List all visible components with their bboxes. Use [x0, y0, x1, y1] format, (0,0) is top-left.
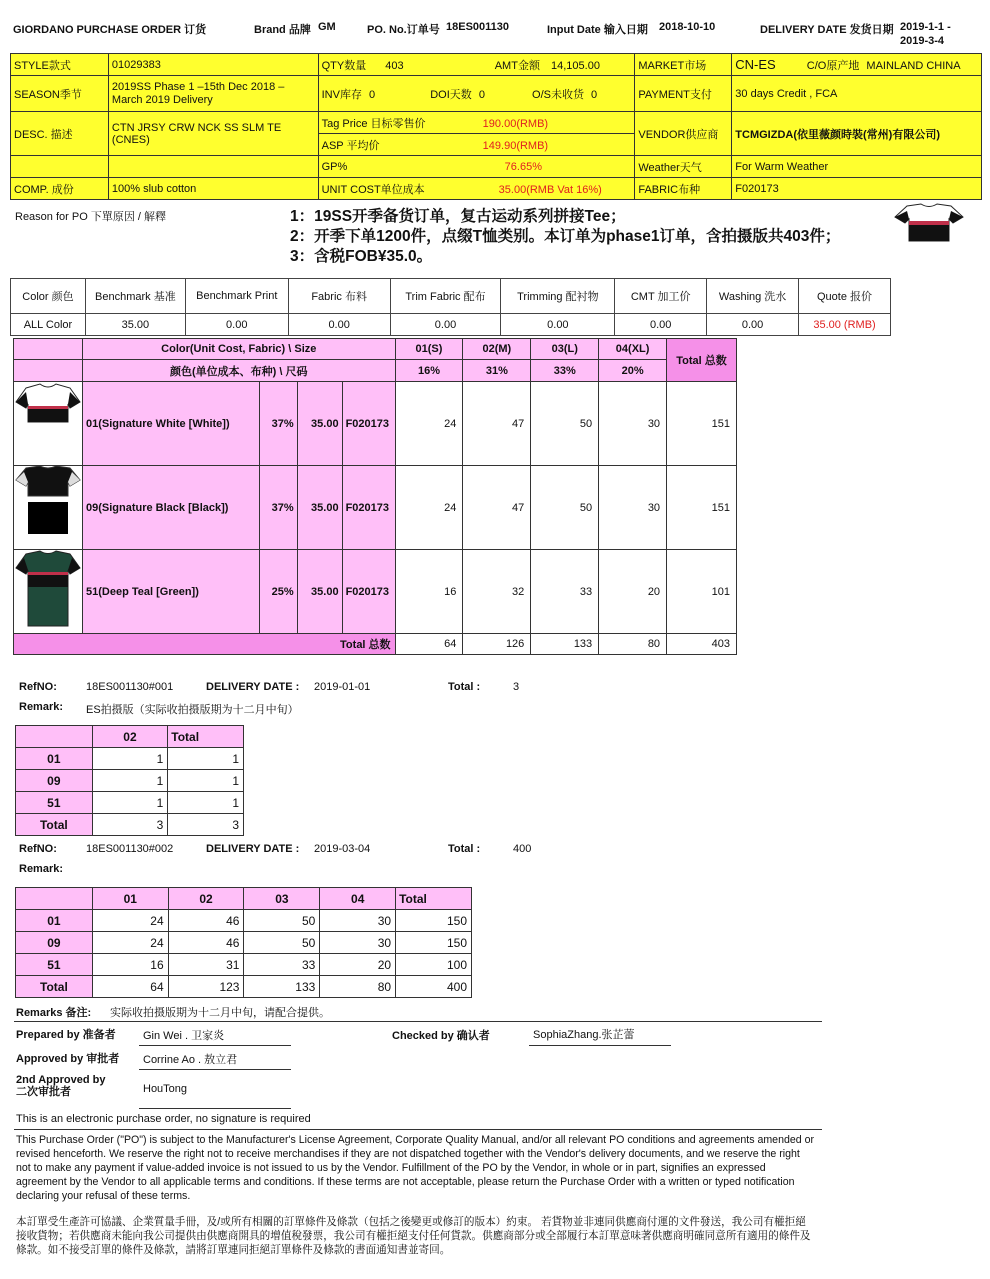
ref2-qty-table [15, 887, 472, 998]
color-fabric: F020173 [342, 382, 395, 466]
cost-header-benchmark: Benchmark 基准 [85, 279, 185, 314]
doi-value: 0 [478, 88, 485, 101]
comp-value: 100% slub cotton [108, 178, 318, 200]
input-date-label: Input Date 输入日期 [547, 24, 648, 36]
reason-text [290, 207, 840, 267]
color-pct: 25% [259, 550, 297, 634]
remarks-label: Remarks 备注: [16, 1007, 92, 1019]
qty-cell: 33 [531, 550, 599, 634]
qty-cell: 50 [531, 466, 599, 550]
approved2-label [16, 1074, 105, 1098]
qty-cell: 24 [395, 466, 463, 550]
electronic-notice: This is an electronic purchase order, no signature is required [16, 1113, 311, 1125]
brand-label: Brand 品牌 [254, 24, 311, 36]
green-shirt-icon [14, 550, 83, 634]
reason-line-2: 2：开季下单1200件，点缀T恤类别。本订单为phase1订单，含拍摄版共403件； [290, 228, 841, 245]
reason-line-3: 3：含税FOB¥35.0。 [290, 248, 433, 265]
inv-label: INV库存 [321, 88, 362, 101]
ref2-cell: 20 [320, 954, 396, 976]
ref2-cell: 400 [396, 976, 472, 998]
approved-by: Corrine Ao . 敖立君 [143, 1054, 238, 1066]
row-total: 151 [667, 382, 737, 466]
po-number-value: 18ES001130 [446, 21, 510, 33]
style-value: 01029383 [108, 54, 318, 76]
gp-label: GP% [321, 160, 348, 173]
prepared-label: Prepared by 准备者 [16, 1029, 116, 1041]
season-value [108, 76, 318, 112]
signature-line [139, 1108, 291, 1109]
tag-price-label: Tag Price 目标零售价 [321, 117, 426, 130]
cost-value-trimming: 0.00 [501, 314, 615, 336]
size-pct-m: 31% [463, 360, 531, 382]
grand-total: 403 [667, 634, 737, 655]
amt-value: 14,105.00 [551, 59, 600, 72]
cost-value-fabric: 0.00 [288, 314, 390, 336]
ref2-col-header: Total [396, 888, 472, 910]
ref2-total: 400 [513, 843, 532, 855]
qty-cell: 47 [463, 466, 531, 550]
cost-value-quote: 35.00 (RMB) [799, 314, 891, 336]
ref1-cell: 1 [92, 748, 168, 770]
size-header-l: 03(L) [531, 339, 599, 360]
style-label: STYLE款式 [11, 54, 109, 76]
signature-line [139, 1069, 291, 1070]
cost-value-benchmark-print: 0.00 [185, 314, 288, 336]
total-cell: 126 [463, 634, 531, 655]
color-cost: 35.00 [297, 466, 342, 550]
table-row [14, 466, 737, 550]
asp-label: ASP 平均价 [321, 139, 380, 152]
ref1-total-label: Total : [448, 681, 481, 693]
qty-cell: 47 [463, 382, 531, 466]
table-row [14, 382, 737, 466]
cost-value-cmt: 0.00 [615, 314, 707, 336]
ref1-qty-table [15, 725, 244, 836]
main-header-2: 颜色(单位成本、布种) \ 尺码 [83, 360, 396, 382]
season-value-line1: 2019SS Phase 1 –15th Dec 2018 – [111, 80, 285, 93]
signature-line [529, 1045, 671, 1046]
gp-value: 76.65% [504, 160, 542, 173]
vendor-value: TCMGIZDA(依里薇颜時裝(常州)有限公司) [732, 112, 982, 156]
ref2-cell: 150 [396, 932, 472, 954]
color-cost: 35.00 [297, 382, 342, 466]
ref2-refno-label: RefNO: [19, 843, 57, 855]
market-label: MARKET市场 [635, 54, 732, 76]
table-row [16, 954, 472, 976]
color-fabric: F020173 [342, 550, 395, 634]
delivery-date-label: DELIVERY DATE 发货日期 [760, 24, 894, 36]
signature-line [139, 1045, 291, 1046]
ref1-row-code: 51 [16, 792, 93, 814]
payment-value: 30 days Credit , FCA [732, 76, 982, 112]
os-label: O/S未收货 [532, 88, 584, 101]
ref2-cell: 30 [320, 932, 396, 954]
ref2-cell: 150 [396, 910, 472, 932]
ref1-remark: ES拍摄版（实际收拍摄版期为十二月中旬） [86, 704, 299, 716]
approved2-label-line1: 2nd Approved by [16, 1074, 106, 1086]
ref2-row-code: 09 [16, 932, 93, 954]
main-header-1: Color(Unit Cost, Fabric) \ Size [83, 339, 396, 360]
asp-value: 149.90(RMB) [482, 139, 549, 152]
cost-header-washing: Washing 洗水 [707, 279, 799, 314]
ref2-cell: 100 [396, 954, 472, 976]
size-header-m: 02(M) [463, 339, 531, 360]
ref1-row-code: 09 [16, 770, 93, 792]
input-date-value: 2018-10-10 [659, 21, 716, 33]
unit-cost-label: UNIT COST单位成本 [321, 183, 425, 196]
cost-value-washing: 0.00 [707, 314, 799, 336]
color-name: 51(Deep Teal [Green]) [83, 550, 260, 634]
ref1-refno-label: RefNO: [19, 681, 57, 693]
table-row [16, 792, 244, 814]
inventory-cell [318, 76, 635, 112]
qty-cell: 32 [463, 550, 531, 634]
cost-value-trim-fabric: 0.00 [390, 314, 501, 336]
ref2-remark-label: Remark: [19, 863, 64, 875]
season-value-line2: March 2019 Delivery [111, 93, 213, 106]
ref2-cell: 64 [92, 976, 168, 998]
checked-label: Checked by 确认者 [392, 1030, 490, 1042]
ref2-col-header: 04 [320, 888, 396, 910]
ref1-col-header: Total [168, 726, 244, 748]
qty-cell: 20 [599, 550, 667, 634]
reason-line-1: 1：19SS开季备货订单，复古运动系列拼接Tee； [290, 208, 626, 225]
ref2-cell: 80 [320, 976, 396, 998]
table-row [16, 910, 472, 932]
divider [14, 1021, 822, 1022]
ref2-cell: 46 [168, 910, 244, 932]
payment-label: PAYMENT支付 [635, 76, 732, 112]
cost-header-cmt: CMT 加工价 [615, 279, 707, 314]
qty-label: QTY数量 [321, 59, 367, 72]
cost-header-trimming: Trimming 配衬物 [501, 279, 615, 314]
ref1-row-code: 01 [16, 748, 93, 770]
os-value: 0 [591, 88, 598, 101]
color-name: 01(Signature White [White]) [83, 382, 260, 466]
amt-label: AMT金额 [494, 59, 540, 72]
delivery-date-value-1: 2019-1-1 - [900, 21, 951, 33]
ref2-cell: 31 [168, 954, 244, 976]
ref2-cell: 30 [320, 910, 396, 932]
qty-cell: 50 [531, 382, 599, 466]
table-row [16, 932, 472, 954]
ref1-remark-label: Remark: [19, 701, 64, 713]
approved-label: Approved by 审批者 [16, 1053, 120, 1065]
ref1-row-code: Total [16, 814, 93, 836]
fabric-label: FABRIC布种 [635, 178, 732, 200]
size-pct-l: 33% [531, 360, 599, 382]
ref1-cell: 1 [168, 792, 244, 814]
legal-english: This Purchase Order ("PO") is subject to the Manufacturer's License Agreement, Corporate Quality Manual, and/or all relevant PO conditions and agreements amended or revised henceforth. We reserve the right not to receive merchandises if they are not dispatched together with the Vendor's delivery documents, and we reserve the right not to make any payment if value-added invoice is not issued to us by the Vendor. Fulfillment of the PO by the Vendor, in whole or in part, signifies an expressed agreement by the Vendor to all applicable terms and conditions. If these terms are not acceptable, please return the Purchase Order with a written or typed notification declaring your refusal of these terms. [16, 1134, 815, 1202]
total-cell: 133 [531, 634, 599, 655]
market-co-cell [732, 54, 982, 76]
table-row [14, 550, 737, 634]
co-label: C/O原产地 [806, 59, 860, 72]
ref2-cell: 46 [168, 932, 244, 954]
qty-cell: 30 [599, 382, 667, 466]
ref2-cell: 123 [168, 976, 244, 998]
table-row [16, 814, 244, 836]
table-row [16, 748, 244, 770]
color-fabric: F020173 [342, 466, 395, 550]
cost-header-quote: Quote 报价 [799, 279, 891, 314]
ref2-cell: 24 [92, 932, 168, 954]
total-cell: 64 [395, 634, 463, 655]
ref1-refno: 18ES001130#001 [86, 681, 174, 693]
size-header-xl: 04(XL) [599, 339, 667, 360]
ref1-cell: 1 [168, 770, 244, 792]
qty-value: 403 [385, 59, 404, 72]
ref1-cell: 3 [92, 814, 168, 836]
size-pct-s: 16% [395, 360, 463, 382]
desc-value: CTN JRSY CRW NCK SS SLM TE (CNES) [108, 112, 318, 156]
weather-label: Weather天气 [635, 156, 732, 178]
total-cell: 80 [599, 634, 667, 655]
ref2-cell: 50 [244, 910, 320, 932]
qty-amt-cell [318, 54, 635, 76]
ref1-cell: 3 [168, 814, 244, 836]
ref2-cell: 16 [92, 954, 168, 976]
ref2-col-header: 02 [168, 888, 244, 910]
ref1-delivery-label: DELIVERY DATE : [206, 681, 300, 693]
checked-by: SophiaZhang.张芷蕾 [533, 1029, 635, 1041]
prepared-by: Gin Wei . 卫家炎 [143, 1030, 225, 1042]
qty-cell: 30 [599, 466, 667, 550]
color-pct: 37% [259, 466, 297, 550]
ref2-row-code: 51 [16, 954, 93, 976]
ref1-cell: 1 [92, 770, 168, 792]
legal-chinese: 本訂單受生產許可協議、企業質量手冊，及/或所有相關的訂單條件及條款（包括之後變更或修訂的版本）約束。 若貨物並非連同供應商付運的文件發送，我公司有權拒絕接收貨物；若供應商未能向我公司提供由供應商開具的增值稅發票，我公司有權拒絕支付任何貨款。供應商部分或全部履行本訂單意味著供應商明確同意所有適用的條件及條款。如不接受訂單的條件及條款，請將訂單連同拒絕訂單條件及條款的書面通知書並寄回。 [16, 1216, 811, 1256]
ref1-cell: 1 [168, 748, 244, 770]
tag-price-cell [318, 112, 635, 134]
cost-breakdown-table [10, 278, 891, 336]
tag-price-value: 190.00(RMB) [482, 117, 549, 130]
ref2-col-header: 03 [244, 888, 320, 910]
reason-label: Reason for PO 下單原因 / 解釋 [15, 211, 166, 223]
brand-value: GM [318, 21, 336, 33]
po-number-label: PO. No.订单号 [367, 24, 440, 36]
ref2-total-label: Total : [448, 843, 481, 855]
reason-shirt-icon [893, 203, 965, 243]
desc-label: DESC. 描述 [11, 112, 109, 156]
total-header: Total 总数 [667, 339, 737, 382]
doi-label: DOI天数 [430, 88, 472, 101]
fabric-value: F020173 [732, 178, 982, 200]
cost-header-trim-fabric: Trim Fabric 配布 [390, 279, 501, 314]
approved2-by: HouTong [143, 1083, 188, 1095]
asp-cell [318, 134, 635, 156]
cost-value-color: ALL Color [11, 314, 86, 336]
table-row [16, 770, 244, 792]
ref2-cell: 50 [244, 932, 320, 954]
qty-cell: 16 [395, 550, 463, 634]
ref2-delivery-label: DELIVERY DATE : [206, 843, 300, 855]
ref2-cell: 133 [244, 976, 320, 998]
ref2-col-header: 01 [92, 888, 168, 910]
grand-total-label: Total 总数 [14, 634, 396, 655]
size-breakdown-table [13, 338, 737, 655]
co-value: MAINLAND CHINA [866, 59, 961, 72]
season-label: SEASON季节 [11, 76, 109, 112]
ref2-row-code: Total [16, 976, 93, 998]
ref2-cell: 24 [92, 910, 168, 932]
delivery-date-value-2: 2019-3-4 [900, 35, 945, 47]
color-name: 09(Signature Black [Black]) [83, 466, 260, 550]
inv-value: 0 [369, 88, 376, 101]
cost-value-benchmark: 35.00 [85, 314, 185, 336]
unit-cost-value: 35.00(RMB Vat 16%) [498, 183, 602, 196]
color-cost: 35.00 [297, 550, 342, 634]
color-pct: 37% [259, 382, 297, 466]
qty-cell: 24 [395, 382, 463, 466]
white-shirt-icon [14, 382, 83, 466]
row-total: 151 [667, 466, 737, 550]
ref2-delivery: 2019-03-04 [314, 843, 371, 855]
ref2-cell: 33 [244, 954, 320, 976]
ref1-total: 3 [513, 681, 520, 693]
unit-cost-cell [318, 178, 635, 200]
divider [14, 1129, 822, 1130]
comp-label: COMP. 成份 [11, 178, 109, 200]
weather-value: For Warm Weather [732, 156, 982, 178]
gp-cell [318, 156, 635, 178]
black-shirt-icon [14, 466, 83, 550]
table-row [16, 976, 472, 998]
ref1-col-header: 02 [92, 726, 168, 748]
po-title: GIORDANO PURCHASE ORDER 订货 [13, 24, 207, 36]
ref2-refno: 18ES001130#002 [86, 843, 174, 855]
ref1-delivery: 2019-01-01 [314, 681, 371, 693]
ref2-row-code: 01 [16, 910, 93, 932]
ref1-cell: 1 [92, 792, 168, 814]
remarks-text: 实际收拍摄版期为十二月中旬，请配合提供。 [110, 1007, 330, 1019]
order-info-table [10, 53, 982, 200]
vendor-label: VENDOR供应商 [635, 112, 732, 156]
row-total: 101 [667, 550, 737, 634]
size-pct-xl: 20% [599, 360, 667, 382]
market-value: CN-ES [735, 56, 776, 72]
size-header-s: 01(S) [395, 339, 463, 360]
approved2-label-line2: 二次审批者 [16, 1086, 71, 1098]
cost-header-fabric: Fabric 布料 [288, 279, 390, 314]
cost-header-benchmark-print: Benchmark Print [185, 279, 288, 314]
cost-header-color: Color 颜色 [11, 279, 86, 314]
